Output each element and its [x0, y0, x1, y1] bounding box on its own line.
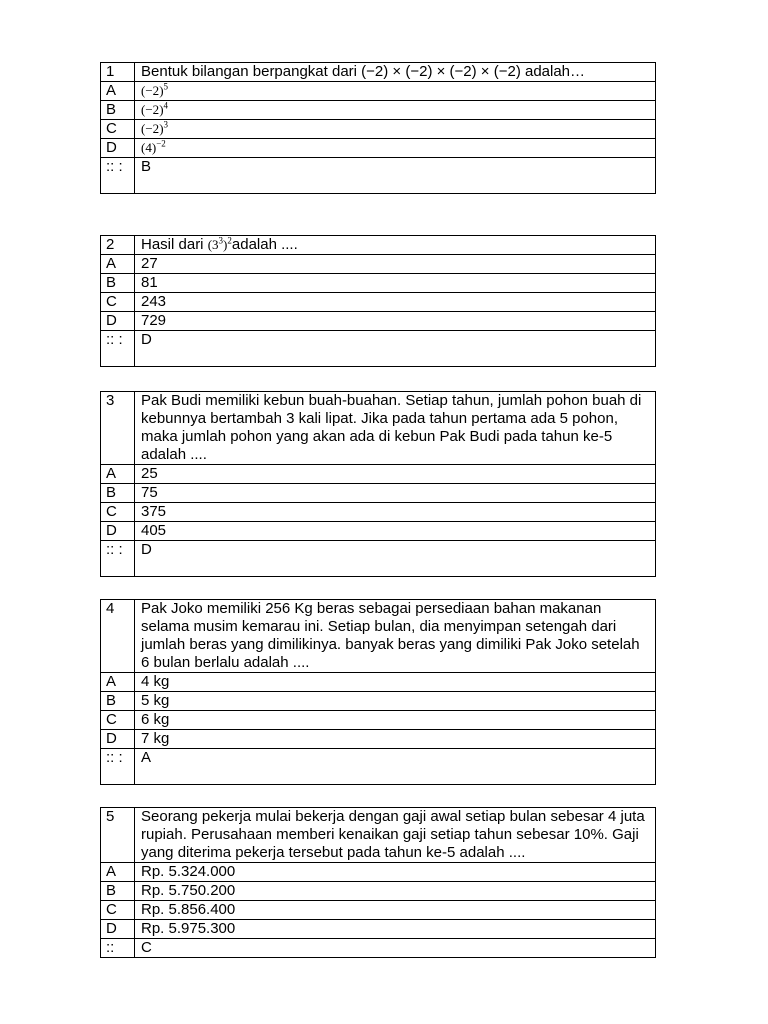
option-text: Rp. 5.856.400: [135, 901, 656, 920]
option-text: 243: [135, 293, 656, 312]
question-text: Bentuk bilangan berpangkat dari (−2) × (−2) × (−2) × (−2) adalah…: [135, 63, 656, 82]
option-letter: D: [101, 312, 135, 331]
answer-marker: ::: [101, 939, 135, 958]
option-text: 4 kg: [135, 673, 656, 692]
answer-row: [101, 158, 656, 194]
option-row: [101, 293, 656, 312]
answer-key: C: [135, 939, 656, 958]
option-row: [101, 465, 656, 484]
option-row: [101, 882, 656, 901]
option-row: [101, 139, 656, 158]
question-3-table: [100, 391, 656, 577]
question-text: Seorang pekerja mulai bekerja dengan gaji awal setiap bulan sebesar 4 juta rupiah. Perusahaan memberi kenaikan gaji setiap tahun sebesar 10%. Gaji yang diterima pekerja tersebut pada tahun ke-5 adalah ....: [135, 808, 656, 863]
option-row: [101, 101, 656, 120]
option-letter: A: [101, 82, 135, 101]
answer-marker: :: :: [101, 331, 135, 367]
option-letter: C: [101, 711, 135, 730]
option-row: [101, 692, 656, 711]
question-number: 4: [101, 600, 135, 673]
option-text: 7 kg: [135, 730, 656, 749]
option-letter: B: [101, 484, 135, 503]
option-row: [101, 673, 656, 692]
option-row: [101, 274, 656, 293]
option-text: 405: [135, 522, 656, 541]
answer-marker: :: :: [101, 158, 135, 194]
option-row: [101, 522, 656, 541]
option-text: 729: [135, 312, 656, 331]
option-letter: B: [101, 692, 135, 711]
option-power: $(-2)^5$: [135, 82, 656, 101]
question-number: 1: [101, 63, 135, 82]
option-text: 81: [135, 274, 656, 293]
answer-row: [101, 331, 656, 367]
option-letter: D: [101, 730, 135, 749]
option-text: 75: [135, 484, 656, 503]
option-row: [101, 730, 656, 749]
option-row: [101, 503, 656, 522]
question-2-table: [100, 235, 656, 367]
option-letter: D: [101, 139, 135, 158]
question-number: 5: [101, 808, 135, 863]
question-row: [101, 808, 656, 863]
question-row: [101, 236, 656, 255]
answer-row: [101, 749, 656, 785]
question-row: [101, 63, 656, 82]
option-letter: B: [101, 274, 135, 293]
question-4-table: [100, 599, 656, 785]
option-letter: A: [101, 255, 135, 274]
option-row: [101, 255, 656, 274]
answer-key: B: [135, 158, 656, 194]
question-text: Hasil dari $(3^3)^2adalah$ ....: [135, 236, 656, 255]
option-power: $(4)^{-2}$: [135, 139, 656, 158]
option-text: 5 kg: [135, 692, 656, 711]
question-5-table: [100, 807, 656, 958]
question-row: [101, 392, 656, 465]
option-text: 25: [135, 465, 656, 484]
question-1-table: [100, 62, 656, 194]
option-letter: A: [101, 863, 135, 882]
option-letter: D: [101, 522, 135, 541]
option-letter: C: [101, 901, 135, 920]
option-row: [101, 920, 656, 939]
answer-marker: :: :: [101, 541, 135, 577]
option-power: $(-2)^3$: [135, 120, 656, 139]
option-row: [101, 312, 656, 331]
option-letter: A: [101, 673, 135, 692]
question-text: Pak Budi memiliki kebun buah-buahan. Setiap tahun, jumlah pohon buah di kebunnya bertambah 3 kali lipat. Jika pada tahun pertama ada 5 pohon, maka jumlah pohon yang akan ada di kebun Pak Budi pada tahun ke-5 adalah ....: [135, 392, 656, 465]
question-text: Pak Joko memiliki 256 Kg beras sebagai persediaan bahan makanan selama musim kemarau ini. Setiap bulan, dia menyimpan setengah dari jumlah beras yang dimilikinya. banyak beras yang dimiliki Pak Joko setelah 6 bulan berlalu adalah ....: [135, 600, 656, 673]
option-text: 6 kg: [135, 711, 656, 730]
option-letter: B: [101, 882, 135, 901]
answer-marker: :: :: [101, 749, 135, 785]
option-text: Rp. 5.975.300: [135, 920, 656, 939]
answer-key: D: [135, 541, 656, 577]
question-number: 2: [101, 236, 135, 255]
option-letter: D: [101, 920, 135, 939]
question-row: [101, 600, 656, 673]
power-expression: $(3^3)^2$: [207, 235, 232, 252]
option-text: 375: [135, 503, 656, 522]
option-power: $(-2)^4$: [135, 101, 656, 120]
answer-key: A: [135, 749, 656, 785]
option-row: [101, 863, 656, 882]
answer-row: [101, 541, 656, 577]
option-letter: B: [101, 101, 135, 120]
option-row: [101, 711, 656, 730]
option-text: Rp. 5.750.200: [135, 882, 656, 901]
option-row: [101, 484, 656, 503]
option-text: 27: [135, 255, 656, 274]
answer-key: D: [135, 331, 656, 367]
option-letter: C: [101, 503, 135, 522]
answer-row: [101, 939, 656, 958]
option-row: [101, 120, 656, 139]
option-row: [101, 82, 656, 101]
option-letter: C: [101, 293, 135, 312]
option-text: Rp. 5.324.000: [135, 863, 656, 882]
option-row: [101, 901, 656, 920]
option-letter: C: [101, 120, 135, 139]
question-number: 3: [101, 392, 135, 465]
option-letter: A: [101, 465, 135, 484]
